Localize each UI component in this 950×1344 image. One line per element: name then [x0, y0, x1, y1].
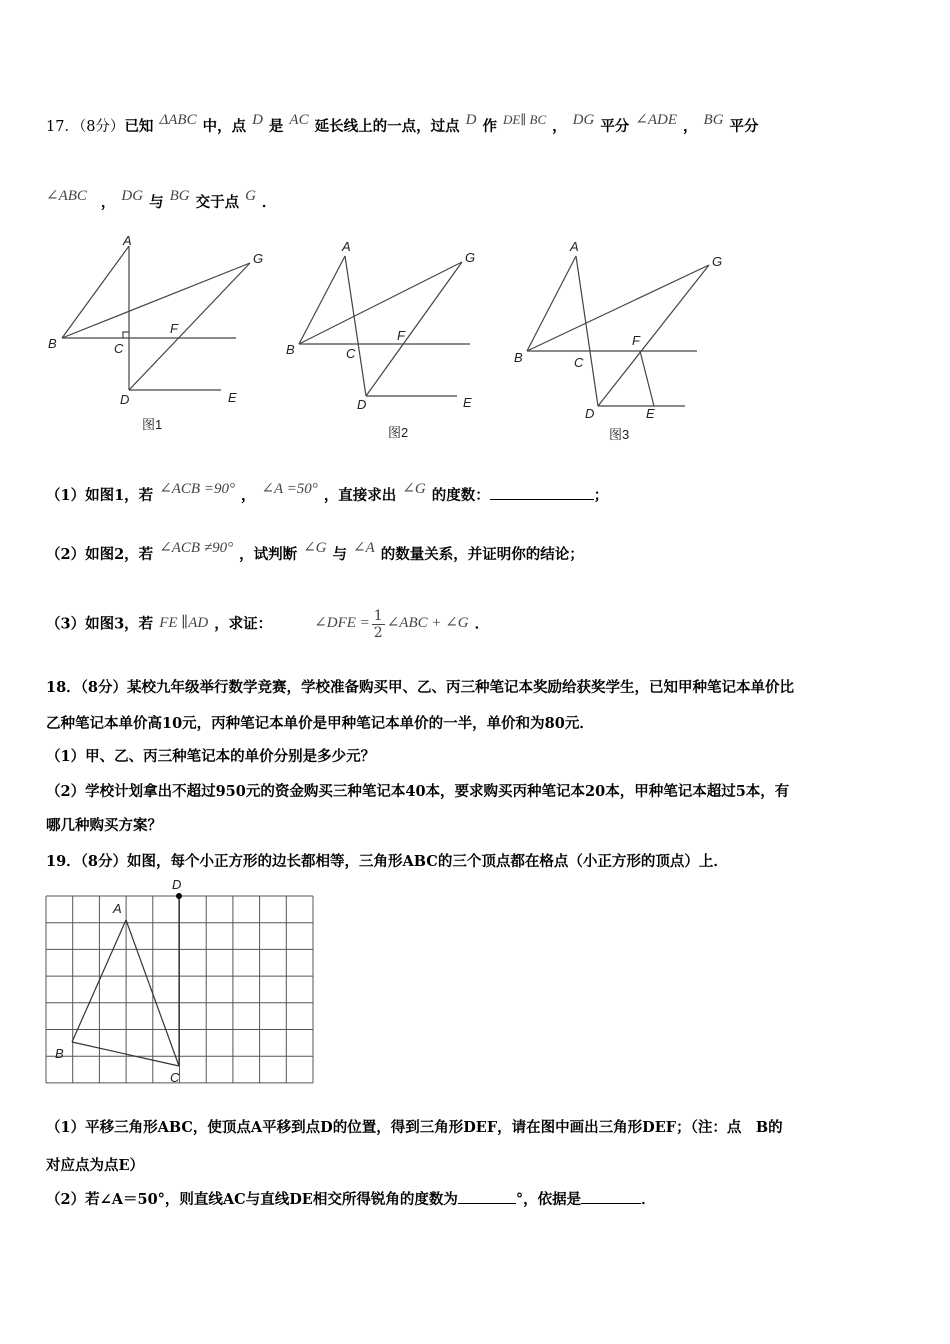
q18-line4: （2）学校计划拿出不超过950元的资金购买三种笔记本40本，要求购买丙种笔记本20本，甲种笔记本超过5本，有	[46, 783, 790, 800]
label-c: C	[346, 346, 356, 361]
math-angle-abc: ∠ABC	[46, 188, 87, 204]
label-a: A	[113, 901, 122, 916]
text: （2）如图2，若	[46, 546, 154, 563]
math-angle-g: ∠G	[402, 481, 426, 497]
caption-figure-3: 图3	[609, 427, 630, 442]
math-angle-dfe: ∠DFE =	[314, 614, 370, 631]
text: ，试判断	[239, 546, 298, 563]
label-g: G	[712, 254, 723, 269]
math-angle-acb-ne-90: ∠ACB ≠90°	[159, 540, 234, 556]
text: 延长线上的一点，过点	[314, 118, 460, 135]
math-de-parallel-bc: DE∥ BC	[502, 112, 547, 127]
text: 平分	[729, 118, 759, 135]
math-angle-a-50: ∠A =50°	[261, 481, 318, 497]
math-angle-ade: ∠ADE	[635, 112, 678, 128]
label-d: D	[172, 877, 182, 892]
text: ，求证：	[214, 615, 273, 633]
label-c: C	[114, 341, 124, 356]
label-e: E	[228, 390, 237, 405]
label-b: B	[514, 350, 523, 365]
math-dg: DG	[121, 188, 144, 204]
math-d: D	[252, 112, 263, 128]
text: 已知	[124, 118, 154, 135]
label-e: E	[463, 395, 472, 410]
text: 是	[268, 118, 284, 135]
text: （1）如图1，若	[46, 487, 154, 504]
math-bg: BG	[169, 188, 190, 204]
q18-line1: 18．（8分）某校九年级举行数学竞赛，学校准备购买甲、乙、丙三种笔记本奖励给获奖学生，已知甲种笔记本单价比	[46, 679, 795, 696]
caption-figure-2: 图2	[388, 425, 409, 440]
math-angle-abc-plus-g: ∠ABC + ∠G	[386, 614, 469, 631]
text: ，直接求出	[323, 487, 397, 504]
label-f: F	[632, 333, 640, 348]
label-f: F	[170, 321, 178, 336]
text: ．	[474, 615, 490, 633]
caption-figure-1: 图1	[142, 417, 163, 432]
q18-line5: 哪几种购买方案？	[46, 817, 162, 834]
label-g: G	[253, 251, 264, 266]
text: （3）如图3，若	[46, 615, 154, 633]
label-f: F	[397, 328, 405, 343]
text: 中，点	[202, 118, 247, 135]
text: ，	[240, 487, 256, 504]
text: 的数量关系，并证明你的结论；	[380, 546, 584, 563]
text: ，	[552, 118, 567, 135]
label-e: E	[646, 406, 655, 421]
text: ．	[641, 1191, 656, 1208]
math-bg: BG	[703, 112, 724, 128]
math-ac: AC	[289, 112, 309, 128]
text: ，	[683, 118, 698, 135]
text: °，依据是	[515, 1191, 582, 1208]
text: ；	[593, 487, 609, 504]
text: 的度数：	[431, 487, 490, 504]
q19-line1: 19．（8分）如图，每个小正方形的边长都相等，三角形ABC的三个顶点都在格点（小正方形的顶点）上．	[46, 853, 728, 870]
fraction-numerator: 1	[373, 608, 383, 624]
label-b: B	[48, 336, 57, 351]
math-triangle-abc: ΔABC	[159, 112, 197, 128]
point-d	[176, 893, 182, 899]
text: 与	[332, 546, 347, 563]
answer-blank-reason[interactable]	[581, 1203, 641, 1204]
q17-score: （8分）	[78, 119, 125, 135]
text: 平分	[600, 118, 630, 135]
label-d: D	[120, 392, 130, 407]
fraction-denominator: 2	[373, 625, 383, 641]
math-angle-a: ∠A	[352, 540, 375, 556]
label-b: B	[286, 342, 295, 357]
text: 与	[149, 194, 164, 211]
text: 作	[482, 118, 497, 135]
q19-line3: 对应点为点E）	[46, 1157, 145, 1174]
label-g: G	[465, 250, 476, 265]
text: （2）若∠A＝50°，则直线AC与直线DE相交所得锐角的度数为	[46, 1191, 458, 1208]
q18-line2: 乙种笔记本单价高10元，丙种笔记本单价是甲种笔记本单价的一半，单价和为80元．	[46, 715, 594, 732]
q19-line2: （1）平移三角形ABC，使顶点A平移到点D的位置，得到三角形DEF，请在图中画出三角形DEF；（注：点 B的	[46, 1119, 783, 1136]
label-a: A	[570, 239, 579, 254]
label-a: A	[123, 233, 132, 248]
text: ．	[261, 194, 277, 211]
answer-blank-degrees[interactable]	[458, 1203, 516, 1204]
label-a: A	[342, 239, 351, 254]
q17-number: 17．	[46, 119, 79, 135]
math-d: D	[465, 112, 477, 128]
q19-line4	[46, 1188, 656, 1209]
q18-line3: （1）甲、乙、丙三种笔记本的单价分别是多少元？	[46, 748, 376, 765]
math-angle-acb-90: ∠ACB =90°	[159, 481, 235, 497]
math-g: G	[245, 188, 256, 204]
math-fe-parallel-ad: FE ∥AD	[159, 614, 209, 631]
triangle-abc	[72, 896, 179, 1066]
side-bc	[72, 1042, 179, 1066]
text: ，	[100, 194, 116, 211]
label-c: C	[170, 1070, 180, 1085]
label-d: D	[357, 397, 367, 412]
text: 交于点	[195, 194, 240, 211]
math-dg: DG	[572, 112, 595, 128]
label-b: B	[55, 1046, 64, 1061]
label-d: D	[585, 406, 595, 421]
math-angle-g: ∠G	[303, 540, 327, 556]
label-c: C	[574, 355, 584, 370]
